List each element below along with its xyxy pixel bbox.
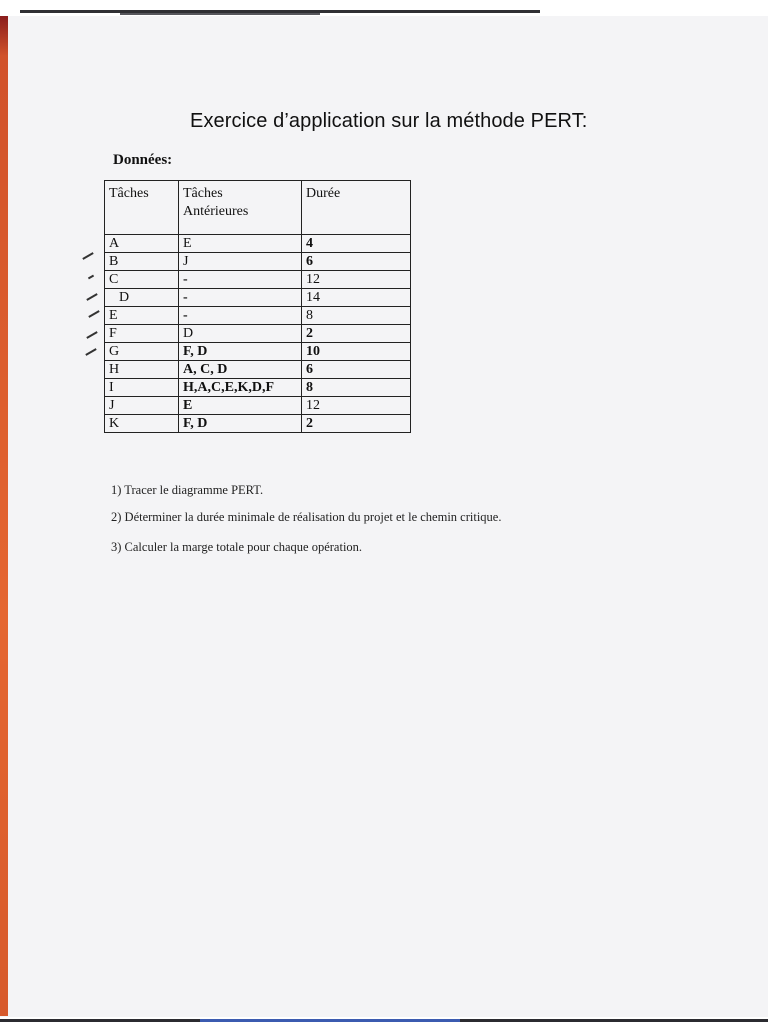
cell-task: G — [105, 343, 179, 361]
data-section-label: Données: — [113, 152, 173, 168]
cell-duration: 2 — [302, 325, 411, 343]
tasks-table — [104, 180, 411, 433]
cell-anterior: - — [179, 289, 302, 307]
scan-top-line-secondary — [120, 13, 320, 15]
cell-task: H — [105, 361, 179, 379]
table-row — [105, 415, 411, 433]
cell-duration: 14 — [302, 289, 411, 307]
table-row — [105, 361, 411, 379]
cell-task: C — [105, 271, 179, 289]
cell-anterior: F, D — [179, 415, 302, 433]
cell-task: E — [105, 307, 179, 325]
scan-bottom-line-blue — [200, 1019, 460, 1022]
cell-duration: 2 — [302, 415, 411, 433]
table-row — [105, 271, 411, 289]
table-row — [105, 235, 411, 253]
cell-duration: 12 — [302, 271, 411, 289]
cell-anterior: E — [179, 235, 302, 253]
cell-task: B — [105, 253, 179, 271]
header-anterior — [179, 181, 302, 235]
header-anterior-line1: Tâches — [183, 186, 223, 201]
question-1: 1) Tracer le diagramme PERT. — [111, 483, 264, 497]
table-row — [105, 253, 411, 271]
cell-duration: 4 — [302, 235, 411, 253]
cell-task: K — [105, 415, 179, 433]
question-2: 2) Déterminer la durée minimale de réalisation du projet et le chemin critique. — [111, 510, 502, 524]
cell-anterior: D — [179, 325, 302, 343]
cell-anterior: J — [179, 253, 302, 271]
cell-task: I — [105, 379, 179, 397]
header-duration: Durée — [302, 181, 411, 235]
table-row — [105, 289, 411, 307]
cell-duration: 8 — [302, 307, 411, 325]
table-header-row — [105, 181, 411, 235]
page-title: Exercice d’application sur la méthode PERT: — [190, 110, 588, 132]
scan-left-edge — [0, 16, 8, 1016]
cell-duration: 12 — [302, 397, 411, 415]
header-anterior-line2: Antérieures — [183, 204, 249, 219]
cell-duration: 6 — [302, 361, 411, 379]
cell-anterior: - — [179, 271, 302, 289]
cell-task: J — [105, 397, 179, 415]
table-row — [105, 343, 411, 361]
question-3: 3) Calculer la marge totale pour chaque opération. — [111, 540, 363, 554]
cell-task: A — [105, 235, 179, 253]
cell-duration: 6 — [302, 253, 411, 271]
cell-anterior: H,A,C,E,K,D,F — [179, 379, 302, 397]
table-row — [105, 307, 411, 325]
header-task: Tâches — [105, 181, 179, 235]
cell-anterior: - — [179, 307, 302, 325]
cell-task: D — [105, 289, 179, 307]
scan-top-edge — [0, 0, 768, 16]
cell-anterior: A, C, D — [179, 361, 302, 379]
cell-anterior: E — [179, 397, 302, 415]
table-row — [105, 397, 411, 415]
table-row — [105, 325, 411, 343]
cell-task: F — [105, 325, 179, 343]
cell-anterior: F, D — [179, 343, 302, 361]
table-row — [105, 379, 411, 397]
cell-duration: 8 — [302, 379, 411, 397]
cell-duration: 10 — [302, 343, 411, 361]
